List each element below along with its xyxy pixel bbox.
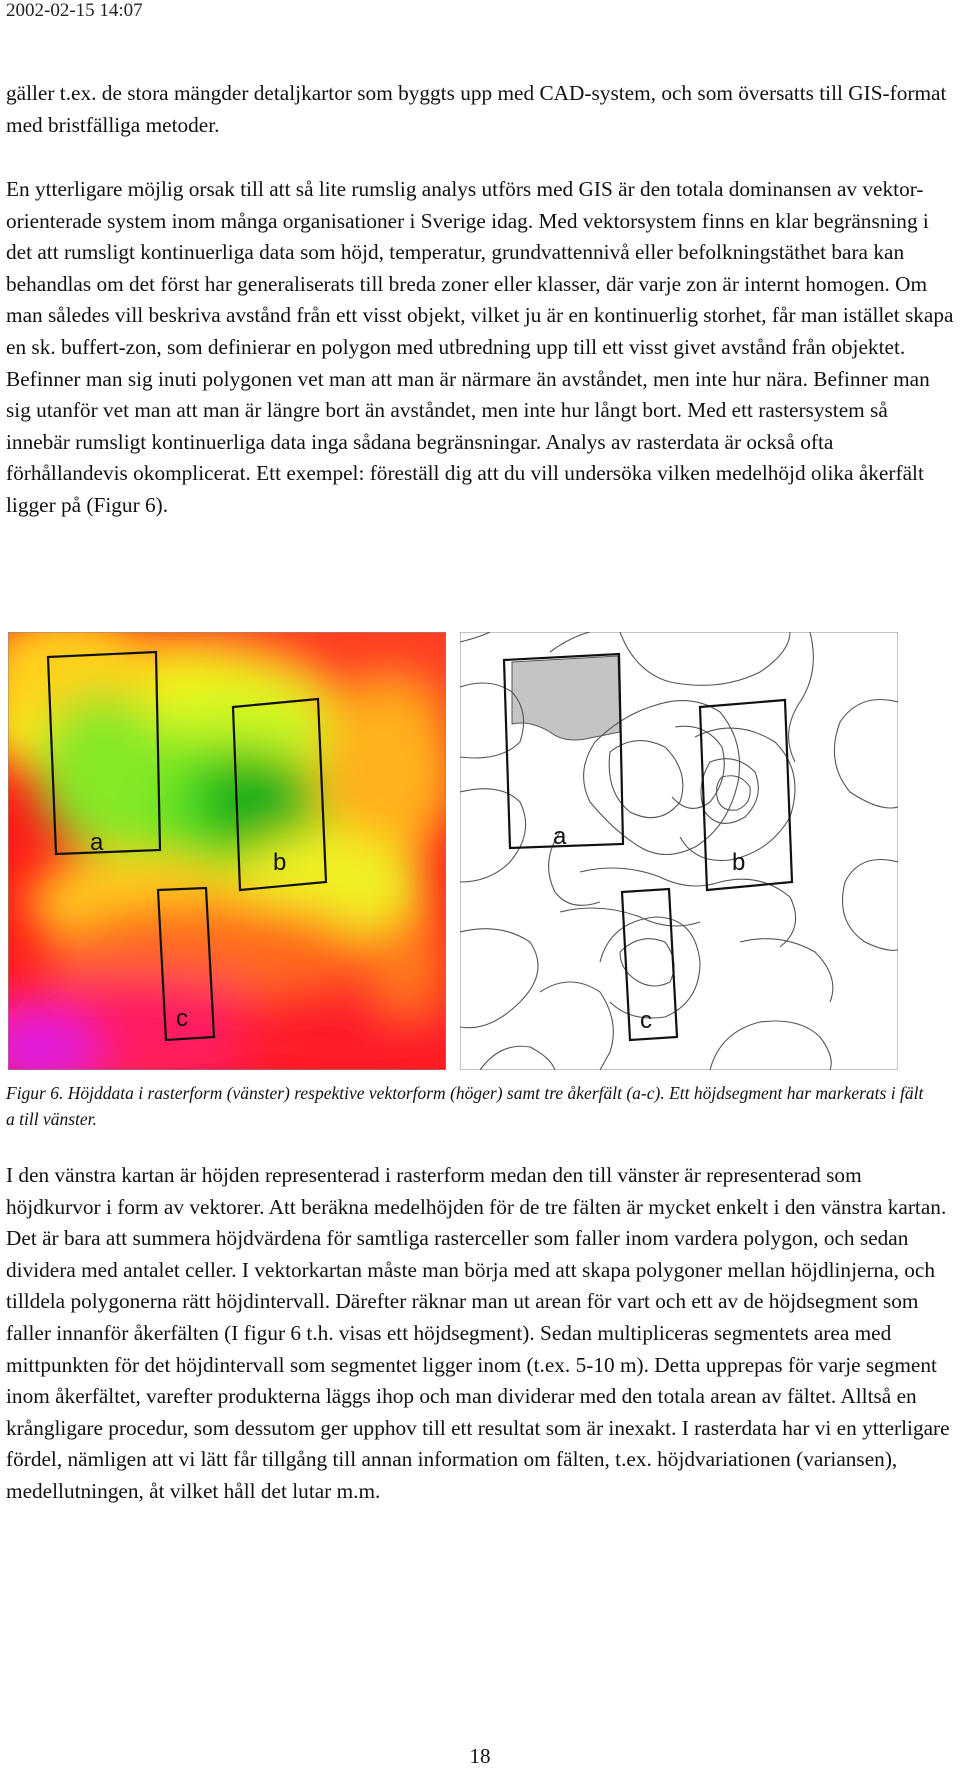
vector-field-a-label: a [553, 823, 567, 850]
raster-elevation-map [8, 632, 446, 1070]
field-c-label: c [176, 1005, 188, 1032]
paragraph-cad-maps: gäller t.ex. de stora mängder detaljkartor som byggts upp med CAD-system, och som översatts till GIS-format med bristfälliga metoder. [6, 81, 947, 137]
document-timestamp: 2002-02-15 14:07 [6, 0, 143, 21]
page-number: 18 [469, 1744, 491, 1768]
field-b-label: b [273, 849, 287, 876]
paragraph-figure-explanation: I den vänstra kartan är höjden representerad i rasterform medan den till vänster är representerad som höjdkurvor i form av vektorer. Att beräkna medelhöjden för de tre fälten är mycket enkelt i den vänstra kartan. Det är bara att summera höjdvärdena för samtliga rasterceller som faller inom vardera polygon, och sedan dividera med antalet celler. I vektorkartan måste man börja med att skapa polygoner mellan höjdlinjerna, och tilldela polygonerna rätt höjdintervall. Därefter räknar man ut arean för vart och ett av de höjdsegment som faller innanför åkerfälten (I figur 6 t.h. visas ett höjdsegment). Sedan multipliceras segmentets area med mittpunkten för det höjdintervall som segmentet ligger inom (t.ex. 5-10 m). Detta upprepas för varje segment inom åkerfältet, varefter produkterna läggs ihop och man dividerar med den totala arean av fältet. Alltså en krångligare procedur, som dessutom ger upphov till ett resultat som är inexakt. I rasterdata har vi en ytterligare fördel, nämligen att vi lätt får tillgång till annan information om fälten, t.ex. höjdvariationen (variansen), medellutningen, åt vilket håll det lutar m.m. [6, 1163, 950, 1503]
field-a-label: a [90, 829, 104, 856]
paragraph-vector-limitations: En ytterligare möjlig orsak till att så lite rumslig analys utförs med GIS är den totala dominansen av vektor-orienterade system inom många organisationer i Sverige idag. Med vektorsystem finns en klar begränsning i det att rumsligt kontinuerliga data som höjd, temperatur, grundvattennivå eller befolkningstäthet bara kan behandlas om det först har generaliserats till breda zoner eller klasser, där varje zon är internt homogen. Om man således vill beskriva avstånd från ett visst objekt, vilket ju är en kontinuerlig storhet, får man istället skapa en sk. buffert-zon, som definierar en polygon med utbredning upp till ett visst givet avstånd från objektet. Befinner man sig inuti polygonen vet man att man är närmare än avståndet, men inte hur nära. Befinner man sig utanför vet man att man är längre bort än avståndet, men inte hur långt bort. Med ett rastersystem så innebär rumsligt kontinuerliga data inga sådana begränsningar. Analys av rasterdata är också ofta förhållandevis okomplicerat. Ett exempel: föreställ dig att du vill undersöka vilken medelhöjd olika åkerfält ligger på (Figur 6). [6, 177, 954, 517]
vector-field-b-label: b [732, 849, 746, 876]
vector-contour-map [460, 632, 898, 1070]
vector-field-c-label: c [640, 1007, 652, 1034]
figure-caption: Figur 6. Höjddata i rasterform (vänster) respektive vektorform (höger) samt tre åkerfält (a-c). Ett höjdsegment har markerats i fält a till vänster. [6, 1083, 924, 1129]
